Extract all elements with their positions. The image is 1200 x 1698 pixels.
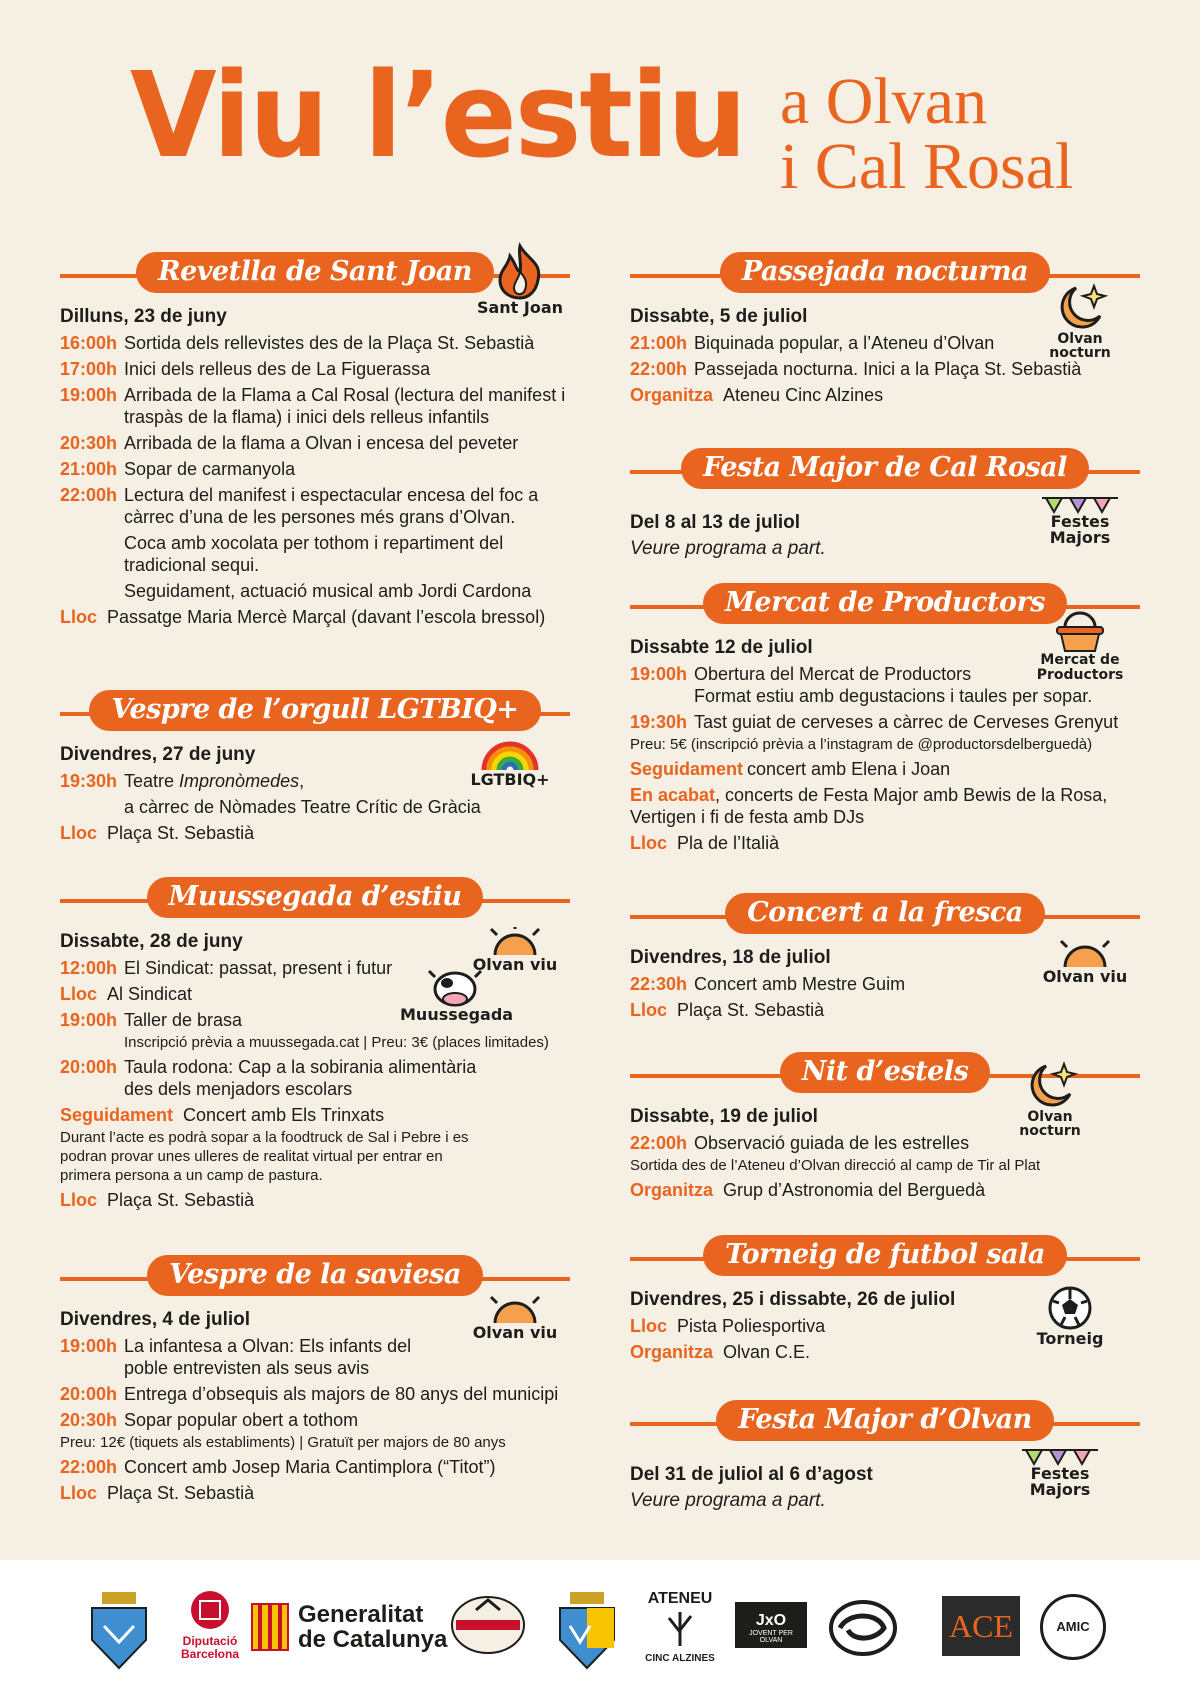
event-time: 22:00h <box>630 359 688 379</box>
location-text: Plaça St. Sebastià <box>107 1483 255 1503</box>
event-note: Preu: 5€ (inscripció prèvia a l’instagram de @productorsdelberguedà) <box>630 736 1093 753</box>
diputacio-logo <box>175 1590 245 1661</box>
section-title: Revetlla de Sant Joan <box>136 252 494 293</box>
ateneu-logo <box>640 1590 720 1664</box>
section-title: Torneig de futbol sala <box>703 1235 1067 1276</box>
event-date: Divendres, 25 i dissabte, 26 de juliol <box>630 1289 956 1310</box>
section-title: Concert a la fresca <box>725 893 1045 934</box>
section-title: Vespre de la saviesa <box>147 1255 483 1296</box>
diputacio-icon <box>190 1590 230 1630</box>
event-text: Sopar de carmanyola <box>124 459 296 479</box>
event-note: Inscripció prèvia a muussegada.cat | Preu: 3€ (places limitades) <box>124 1034 549 1051</box>
organizer-text: Ateneu Cinc Alzines <box>723 385 884 405</box>
section-passejada <box>630 252 1140 406</box>
event-text: La infantesa a Olvan: Els infants del poble entrevisten als seus avis <box>124 1336 412 1378</box>
event-note: Durant l’acte es podrà sopar a la foodtruck de Sal i Pebre i es podran provar unes ulleres de realitat virtual per entrar en primera persona a un camp de pastura. <box>60 1129 469 1184</box>
section-mercat <box>630 583 1140 854</box>
schedule-row <box>60 432 570 454</box>
schedule-row <box>60 484 570 528</box>
event-time: 22:00h <box>60 485 118 505</box>
event-label: Seguidament <box>60 1105 174 1125</box>
event-time: 19:00h <box>60 1336 118 1356</box>
moon-stars-icon <box>1050 282 1110 332</box>
jxo-logo <box>735 1602 807 1648</box>
event-time: 22:00h <box>630 1133 688 1153</box>
location-label: Lloc <box>60 607 98 627</box>
event-text: Entrega d’obsequis als majors de 80 anys del municipi <box>124 1384 559 1404</box>
section-title: Festa Major de Cal Rosal <box>681 448 1089 489</box>
location-label: Lloc <box>60 823 98 843</box>
sun-icon <box>485 1295 545 1325</box>
event-date: Divendres, 27 de juny <box>60 744 256 765</box>
event-text: Tast guiat de cerveses a càrrec de Cerveses Grenyut <box>694 712 1119 732</box>
section-title: Vespre de l’orgull LGTBIQ+ <box>89 690 540 731</box>
generalitat-label: Generalitat <box>298 1601 424 1628</box>
event-text: Taller de brasa <box>124 1010 243 1030</box>
emblem-label: LGTBIQ+ <box>470 770 550 789</box>
event-text: Arribada de la flama a Olvan i encesa del peveter <box>124 433 519 453</box>
event-text: , concerts de Festa Major amb Bewis de la Rosa, Vertigen i fi de festa amb DJs <box>630 785 1108 827</box>
festes-majors-emblem <box>1020 496 1140 546</box>
event-date: Dilluns, 23 de juny <box>60 306 227 327</box>
event-time: 12:00h <box>60 958 118 978</box>
organizer-text: Grup d’Astronomia del Berguedà <box>723 1180 986 1200</box>
jxo-label: JOVENT PER OLVAN <box>749 1630 793 1644</box>
cal-rosal-logo <box>448 1590 528 1665</box>
ateneu-label: ATENEU <box>647 1590 713 1607</box>
event-date: Dissabte, 19 de juliol <box>630 1106 818 1127</box>
festes-majors-emblem <box>1000 1448 1120 1498</box>
emblem-label: Festes Majors <box>1049 512 1111 547</box>
cow-icon <box>427 967 483 1007</box>
event-time: 17:00h <box>60 359 118 379</box>
shield-icon <box>556 1590 618 1670</box>
event-text: Concert amb Josep Maria Cantimplora (“Titot”) <box>124 1457 496 1477</box>
location-row <box>60 822 570 844</box>
location-text: Pla de l’Italià <box>677 833 780 853</box>
schedule-row <box>630 711 1140 733</box>
section-estels <box>630 1052 1140 1201</box>
event-extra: Coca amb xocolata per tothom i repartiment del tradicional sequi. <box>124 533 504 575</box>
section-saviesa <box>60 1255 570 1504</box>
moon-stars-icon <box>1020 1060 1080 1110</box>
olvan-nocturn-emblem <box>1000 1060 1100 1138</box>
ajuntament-shield-logo <box>556 1590 618 1675</box>
ace-label: ACE <box>942 1596 1020 1656</box>
schedule-row <box>60 1056 570 1100</box>
schedule-row <box>630 784 1140 828</box>
event-note: Sortida des de l’Ateneu d’Olvan direcció al camp de Tir al Plat <box>630 1157 1041 1174</box>
section-title: Muussegada d’estiu <box>147 877 484 918</box>
event-date: Divendres, 18 de juliol <box>630 947 831 968</box>
emblem-label: Olvan viu <box>472 1323 558 1342</box>
event-text: Lectura del manifest i espectacular encesa del foc a càrrec d’una de les persones més grans d’Olvan. <box>124 485 539 527</box>
organizer-label: Organitza <box>630 385 714 405</box>
event-time: 20:30h <box>60 1410 118 1430</box>
section-title: Festa Major d’Olvan <box>716 1400 1054 1441</box>
event-note: Veure programa a part. <box>630 538 826 559</box>
amic-label: AMIC <box>1040 1594 1106 1660</box>
organizer-label: Organitza <box>630 1342 714 1362</box>
olvan-viu-emblem <box>1030 939 1140 985</box>
event-text: Inici dels relleus des de La Figuerassa <box>124 359 431 379</box>
event-text: Observació guiada de les estrelles <box>694 1133 970 1153</box>
mercat-emblem <box>1020 609 1140 683</box>
diputacio-label: Diputació Barcelona <box>180 1634 240 1661</box>
location-row <box>630 832 1140 854</box>
event-text: Passejada nocturna. Inici a la Plaça St. Sebastià <box>694 359 1082 379</box>
location-text: Al Sindicat <box>107 984 193 1004</box>
ajuntament-olvan-logo <box>88 1590 150 1675</box>
event-note: Veure programa a part. <box>630 1490 826 1511</box>
amic-logo <box>1040 1594 1106 1660</box>
event-time: 20:00h <box>60 1384 118 1404</box>
event-date: Del 31 de juliol al 6 d’agost <box>630 1464 873 1485</box>
rainbow-icon <box>480 736 540 772</box>
event-text: concert amb Elena i Joan <box>747 759 951 779</box>
location-row <box>60 1482 570 1504</box>
emblem-label: Muussegada <box>400 1005 514 1024</box>
event-text: Sortida dels rellevistes des de la Plaça St. Sebastià <box>124 333 535 353</box>
olvan-viu-emblem <box>460 1295 570 1341</box>
event-text: Taula rodona: Cap a la sobirania alimentària des dels menjadors escolars <box>124 1057 477 1099</box>
event-time: 20:00h <box>60 1057 118 1077</box>
event-time: 19:30h <box>60 771 118 791</box>
page-title: Viu l’estiu <box>130 47 746 185</box>
event-time: 22:30h <box>630 974 688 994</box>
schedule-row <box>60 1456 570 1478</box>
emblem-label: Sant Joan <box>476 298 564 317</box>
generalitat-label: de Catalunya <box>298 1626 448 1653</box>
schedule-row <box>60 332 570 354</box>
schedule-row <box>60 1104 570 1126</box>
sant-joan-emblem <box>465 242 575 316</box>
emblem-label: Torneig <box>1036 1329 1104 1348</box>
event-label: Seguidament <box>630 759 744 779</box>
event-label: En acabat <box>630 785 716 805</box>
emblem-label: Mercat de Productors <box>1036 652 1124 683</box>
location-text: Plaça St. Sebastià <box>107 1190 255 1210</box>
event-text: Concert amb Els Trinxats <box>183 1105 385 1125</box>
emblem-label: Olvan viu <box>472 955 558 974</box>
location-text: Plaça St. Sebastià <box>677 1000 825 1020</box>
schedule-row <box>60 1409 570 1431</box>
event-time: 19:00h <box>630 664 688 684</box>
sun-icon <box>1055 939 1115 969</box>
schedule-row <box>60 1383 570 1405</box>
section-title: Passejada nocturna <box>720 252 1050 293</box>
lgtbiq-emblem <box>450 736 570 788</box>
event-time: 19:30h <box>630 712 688 732</box>
schedule-row <box>60 458 570 480</box>
emblem-label: Olvan viu <box>1042 967 1128 986</box>
event-time: 19:00h <box>60 385 118 405</box>
emblem-icon <box>448 1590 528 1660</box>
page-subtitle <box>780 65 1074 203</box>
event-date: Del 8 al 13 de juliol <box>630 512 801 533</box>
event-time: 21:00h <box>630 333 688 353</box>
schedule-row <box>60 384 570 428</box>
section-sant-joan <box>60 252 570 628</box>
swirl-icon <box>828 1598 898 1658</box>
location-label: Lloc <box>630 1000 668 1020</box>
event-text: Concert amb Mestre Guim <box>694 974 906 994</box>
organizer-text: Olvan C.E. <box>723 1342 811 1362</box>
torneig-emblem <box>1020 1285 1120 1347</box>
schedule-row <box>630 358 1140 380</box>
emblem-label: Olvan nocturn <box>1019 1109 1081 1139</box>
senyera-icon <box>250 1602 290 1652</box>
jxo-label: JxO <box>755 1612 787 1629</box>
location-text: Plaça St. Sebastià <box>107 823 255 843</box>
section-title: Nit d’estels <box>780 1052 991 1093</box>
event-time: 20:30h <box>60 433 118 453</box>
organizer-label: Organitza <box>630 1180 714 1200</box>
event-date: Dissabte, 5 de juliol <box>630 306 808 327</box>
organizer-row <box>630 1179 1140 1201</box>
subtitle-line-2: i Cal Rosal <box>780 129 1074 203</box>
location-row <box>630 999 1140 1021</box>
event-time: 19:00h <box>60 1010 118 1030</box>
shield-icon <box>88 1590 150 1670</box>
location-label: Lloc <box>60 984 98 1004</box>
location-label: Lloc <box>60 1190 98 1210</box>
tree-icon <box>655 1608 705 1648</box>
schedule-row <box>60 358 570 380</box>
location-row <box>60 606 570 628</box>
location-label: Lloc <box>630 1316 668 1336</box>
emblem-label: Olvan nocturn <box>1049 331 1111 361</box>
organizer-row <box>630 384 1140 406</box>
ace-logo <box>942 1596 1020 1656</box>
location-row <box>60 1189 570 1211</box>
schedule-row <box>630 758 1140 780</box>
location-label: Lloc <box>60 1483 98 1503</box>
location-label: Lloc <box>630 833 668 853</box>
location-text: Pista Poliesportiva <box>677 1316 826 1336</box>
muussegada-emblem <box>400 967 514 1024</box>
event-date: Dissabte 12 de juliol <box>630 637 813 658</box>
basket-icon <box>1053 609 1107 653</box>
generalitat-logo <box>250 1602 447 1652</box>
emblem-label: Festes Majors <box>1029 1464 1091 1499</box>
event-date: Divendres, 4 de juliol <box>60 1309 251 1330</box>
section-orgull <box>60 690 570 844</box>
subtitle-line-1: a Olvan <box>780 65 988 138</box>
event-text: Biquinada popular, a l’Ateneu d’Olvan <box>694 333 995 353</box>
fire-icon <box>488 242 552 300</box>
swirl-logo <box>828 1598 898 1663</box>
ateneu-label: CINC ALZINES <box>645 1653 715 1664</box>
section-title: Mercat de Productors <box>703 583 1067 624</box>
olvan-nocturn-emblem <box>1030 282 1130 360</box>
event-text: El Sindicat: passat, present i futur <box>124 958 393 978</box>
section-futbol <box>630 1235 1140 1363</box>
event-note: Preu: 12€ (tiquets als establiments) | Gratuït per majors de 80 anys <box>60 1434 506 1451</box>
event-text: Sopar popular obert a tothom <box>124 1410 359 1430</box>
section-fm-olvan <box>630 1400 1140 1512</box>
event-time: 16:00h <box>60 333 118 353</box>
sponsor-footer <box>0 1560 1200 1698</box>
event-extra: Format estiu amb degustacions i taules per sopar. <box>694 686 1093 706</box>
location-text: Passatge Maria Mercè Marçal (davant l’escola bressol) <box>107 607 546 627</box>
event-time: 21:00h <box>60 459 118 479</box>
event-text: Teatre Impronòmedes, <box>124 771 305 791</box>
sun-icon <box>485 927 545 957</box>
event-text: Obertura del Mercat de Productors <box>694 664 972 684</box>
section-fm-calrosal <box>630 448 1140 560</box>
section-concert <box>630 893 1140 1021</box>
event-date: Dissabte, 28 de juny <box>60 931 243 952</box>
event-text: Arribada de la Flama a Cal Rosal (lectura del manifest i traspàs de la flama) i inici dels relleus infantils <box>124 385 566 427</box>
soccer-ball-icon <box>1047 1285 1093 1331</box>
section-muussegada <box>60 877 570 1211</box>
event-extra: Seguidament, actuació musical amb Jordi Cardona <box>124 581 532 601</box>
event-time: 22:00h <box>60 1457 118 1477</box>
event-extra: a càrrec de Nòmades Teatre Crític de Gràcia <box>124 797 481 817</box>
